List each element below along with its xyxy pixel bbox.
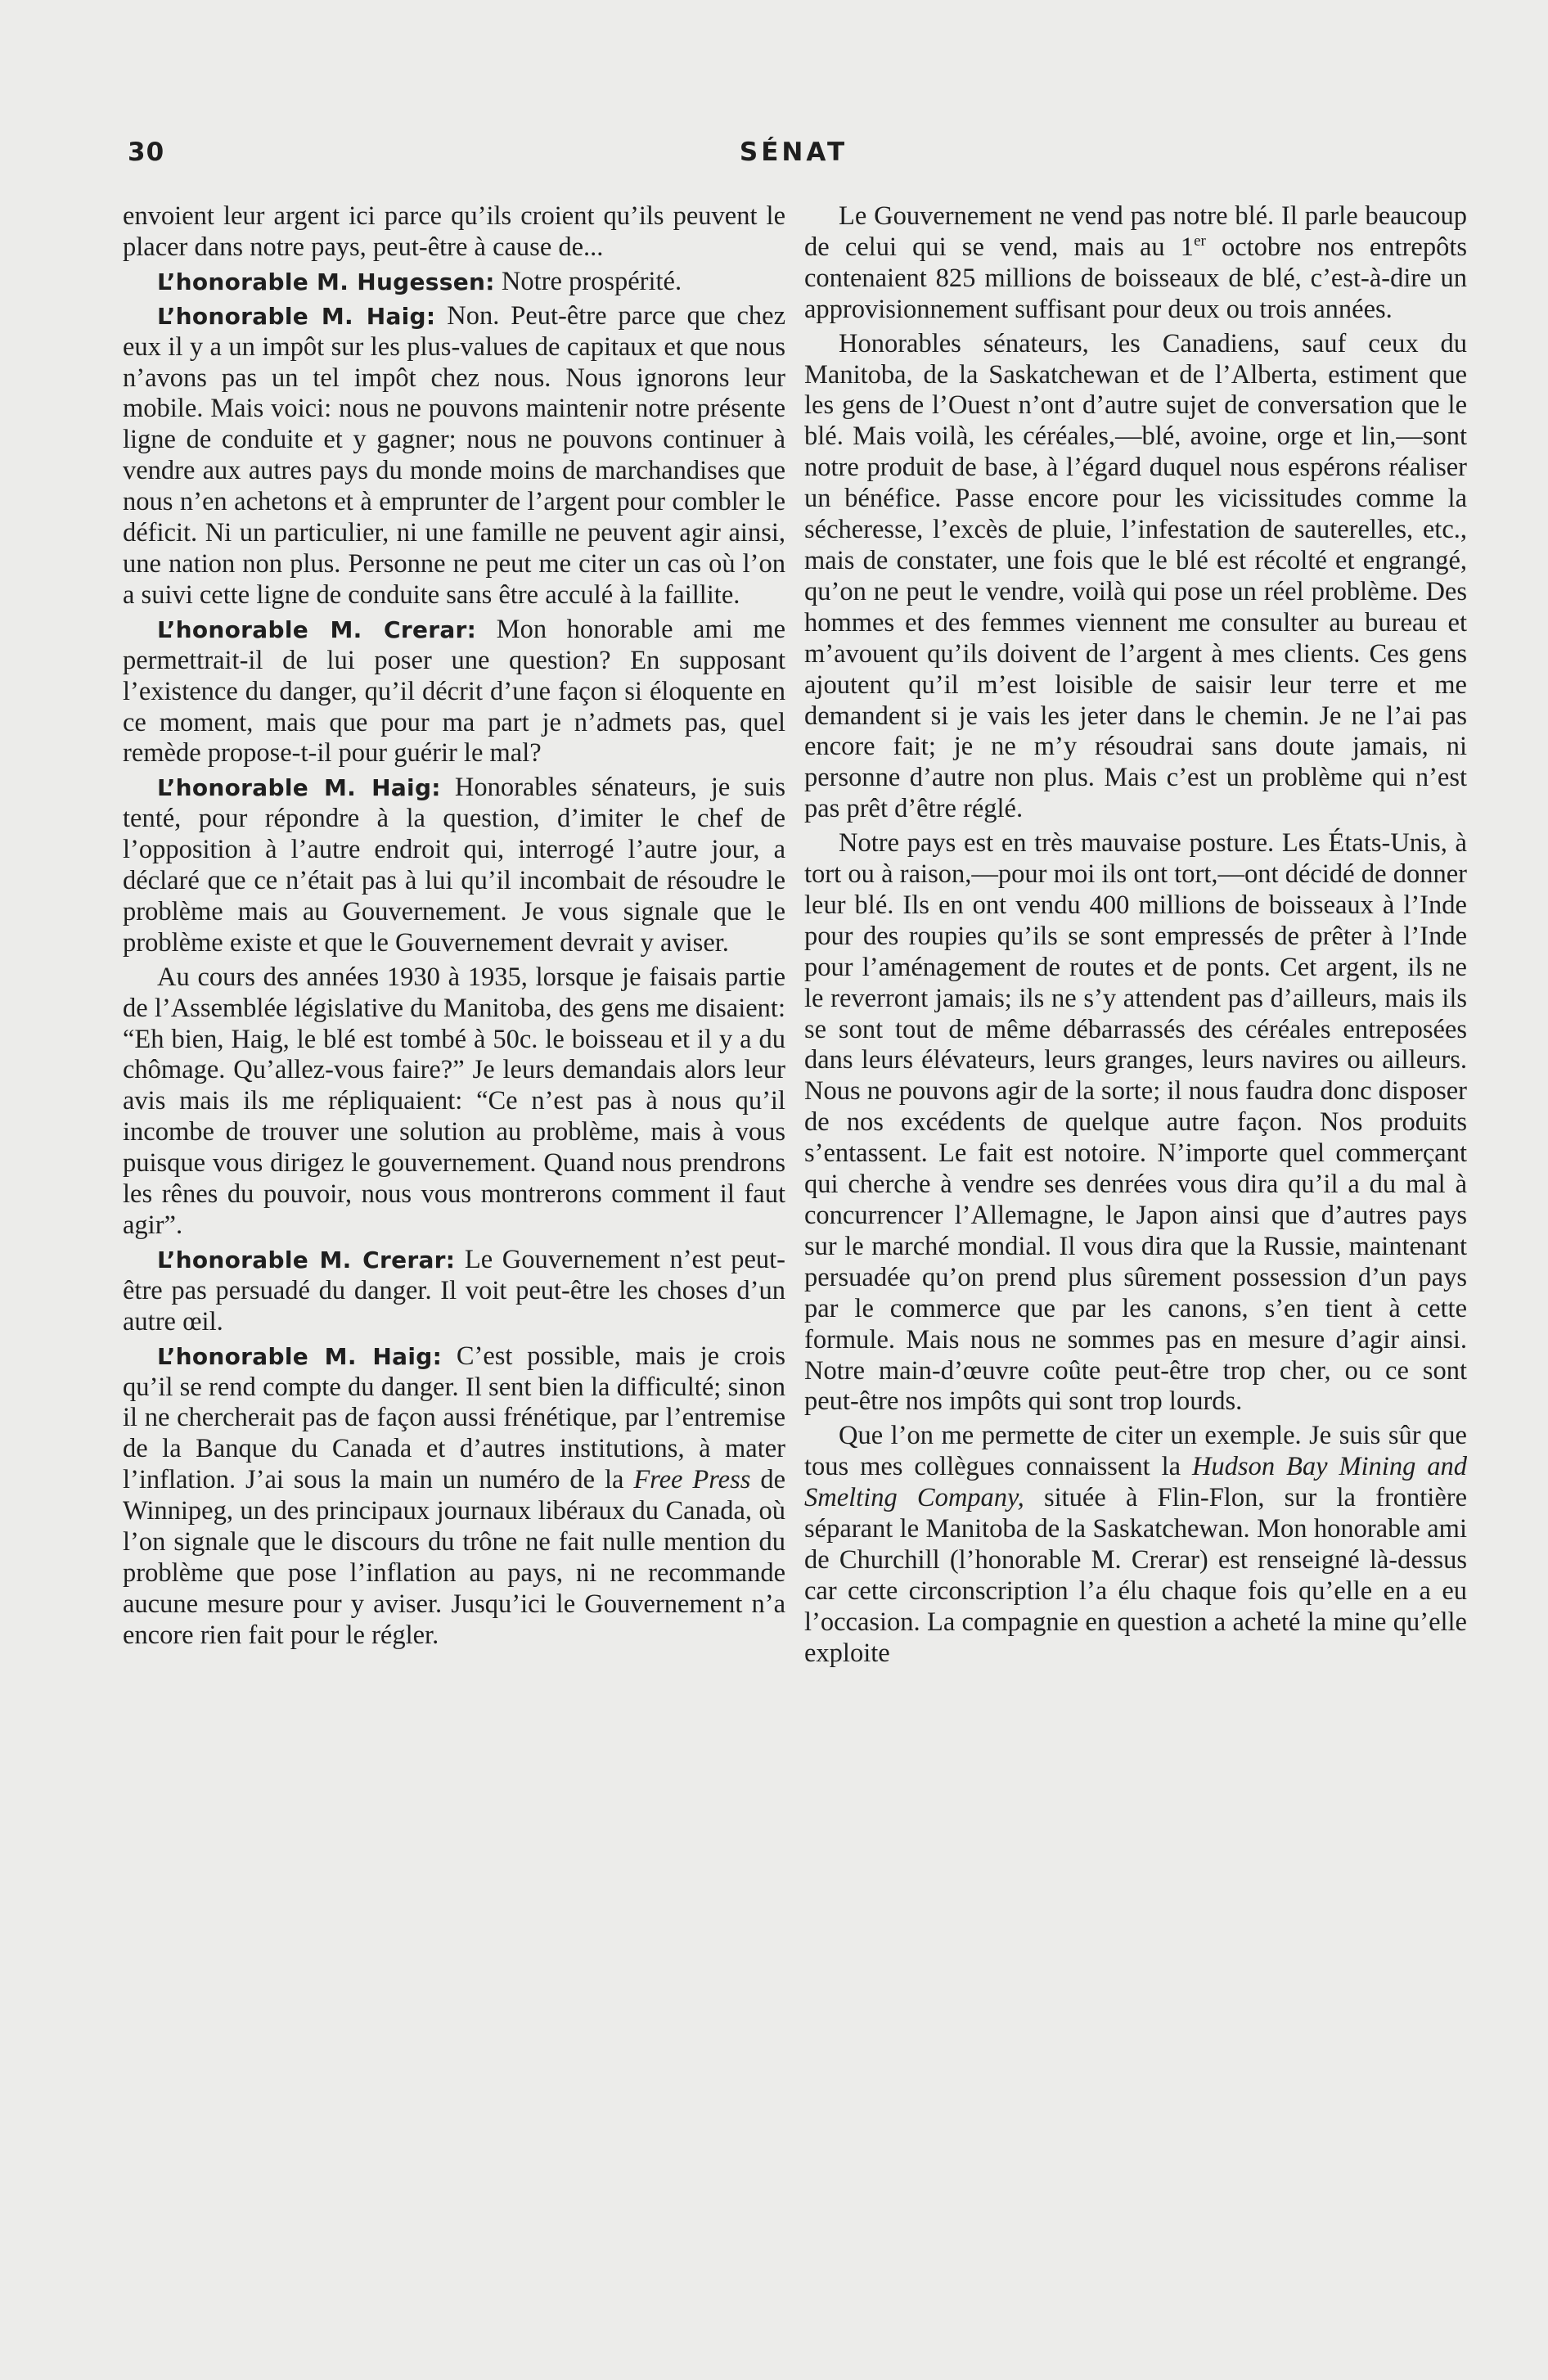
page-header xyxy=(123,137,1465,177)
speaker-name: L’honorable M. Haig: xyxy=(157,302,436,330)
speech-text: Notre prospérité. xyxy=(494,266,682,296)
speech-text: Le Gouvernement n’est peut-être pas persuadé du danger. Il voit peut-être les choses d’un autre œil. xyxy=(123,1244,785,1336)
speech-text: Mon honorable ami me permettrait-il de lui poser une question? En supposant l’existence du danger, qu’il décrit d’une façon si éloquente en ce moment, mais que pour ma part je n’admets pas, quel remède propose-t-il pour guérir le mal? xyxy=(123,614,785,769)
paragraph xyxy=(123,615,785,770)
paragraph: Notre pays est en très mauvaise posture. Les États-Unis, à tort ou à raison,—pour moi ils ont tort,—ont décidé de donner leur blé. Ils en ont vendu 400 millions de boisseaux à l’Inde pour des roupies qu’ils se sont empressés de prêter à l’Inde pour l’aménagement de routes et de ponts. Cet argent, ils ne le reverront jamais; ils ne s’y attendent pas d’ailleurs, mais ils se sont tout de même débarrassés des céréales entreposées dans leurs élévateurs, leurs granges, leurs navires ou ailleurs. Nous ne pouvons agir de la sorte; il nous faudra donc disposer de nos excédents de quelque autre façon. Nos produits s’entassent. Le fait est notoire. N’importe quel commerçant qui cherche à vendre ses denrées vous dira qu’il a du mal à concurrencer l’Allemagne, le Japon ainsi que d’autres pays sur le marché mondial. Il vous dira que la Russie, maintenant persuadée qu’on prend plus sûrement possession d’un pays par le commerce que par les canons, s’en tient à cette formule. Mais nous ne sommes pas en mesure d’agir ainsi. Notre main-d’œuvre coûte peut-être trop cher, ou ce sont peut-être nos impôts qui sont trop lourds. xyxy=(804,828,1467,1417)
paragraph xyxy=(123,267,785,298)
speech-text: C’est possible, mais je crois qu’il se rend compte du danger. Il sent bien la difficulté; sinon il ne chercherait pas de façon aussi frénétique, par l’entremise de la Banque du Canada et d’autres institutions, à mater l’inflation. J’ai sous la main un numéro de la xyxy=(123,1341,786,1495)
paragraph: Honorables sénateurs, les Canadiens, sauf ceux du Manitoba, de la Saskatchewan et de l’Alberta, estiment que les gens de l’Ouest n’ont d’autre sujet de conversation que le blé. Mais voilà, les céréales,—blé, avoine, orge et lin,—sont notre produit de base, à l’égard duquel nous espérons réaliser un bénéfice. Passe encore pour les vicissitudes comme la sécheresse, l’excès de pluie, l’infestation de sauterelles, etc., mais de constater, une fois que le blé est récolté et engrangé, qu’on ne peut le vendre, voilà qui pose un réel problème. Des hommes et des femmes viennent me consulter au bureau et m’avouent qu’ils doivent de l’argent à mes clients. Ces gens ajoutent qu’il m’est loisible de saisir leur terre et me demandent si je vais les jeter dans le chemin. Je ne l’ai pas encore fait; je ne m’y résoudrai sans doute jamais, ni personne d’autre non plus. Mais c’est un problème qui n’est pas prêt d’être réglé. xyxy=(804,328,1467,824)
speaker-name: L’honorable M. Haig: xyxy=(157,774,441,802)
running-title: SÉNAT xyxy=(739,137,848,167)
paragraph xyxy=(123,301,785,611)
ordinal-superscript: er xyxy=(1194,232,1206,250)
paragraph: envoient leur argent ici parce qu’ils croient qu’ils peuvent le placer dans notre pays, peut-être à cause de... xyxy=(123,201,785,262)
speaker-name: L’honorable M. Crerar: xyxy=(157,1246,456,1273)
paragraph xyxy=(123,773,785,958)
speech-text: Non. Peut-être parce que chez eux il y a un impôt sur les plus-values de capitaux et que nous n’avons pas un tel impôt chez nous. Nous ignorons leur mobile. Mais voici: nous ne pouvons maintenir notre présente ligne de conduite et y gagner; nous ne pouvons continuer à vendre aux autres pays du monde moins de marchandises que nous n’en achetons et à emprunter de l’argent pour combler le déficit. Ni un particulier, ni une famille ne peuvent agir ainsi, une nation non plus. Personne ne peut me citer un cas où l’on a suivi cette ligne de conduite sans être acculé à la faillite. xyxy=(123,300,785,610)
paragraph xyxy=(804,1421,1467,1669)
paragraph-text: située à Flin-Flon, sur la frontière séparant le Manitoba de la Saskatchewan. Mon honorable ami de Churchill (l’honorable M. Crerar) est renseigné là-dessus car cette circonscription l’a élu chaque fois qu’elle en a eu l’occasion. La compagnie en question a acheté la mine qu’elle exploite xyxy=(804,1483,1467,1668)
paragraph-text: Que l’on me permette de citer un exemple. Je suis sûr que tous mes collègues connaissent la xyxy=(804,1421,1467,1482)
paragraph-text: octobre nos entrepôts contenaient 825 millions de boisseaux de blé, c’est-à-dire un approvisionnement suffisant pour deux ou trois années. xyxy=(804,232,1467,324)
speaker-name: L’honorable M. Haig: xyxy=(157,1342,443,1370)
speech-text: Honorables sénateurs, je suis tenté, pour répondre à la question, d’imiter le chef de l’opposition à l’autre endroit qui, interrogé l’autre jour, a déclaré que ce n’était pas à lui qu’il incombait de résoudre le problème mais au Gouvernement. Je vous signale que le problème existe et que le Gouvernement devrait y aviser. xyxy=(123,773,785,958)
company-name: Hudson Bay Mining and Smelting Company, xyxy=(804,1452,1467,1513)
speech-text: de Winnipeg, un des principaux journaux libéraux du Canada, où l’on signale que le discours du trône ne fait nulle mention du problème que pose l’inflation au pays, ni ne recommande aucune mesure pour y aviser. Jusqu’ici le Gouvernement n’a encore rien fait pour le régler. xyxy=(123,1465,785,1650)
left-column xyxy=(123,201,785,1655)
paragraph-text: Le Gouvernement ne vend pas notre blé. Il parle beaucoup de celui qui se vend, mais au 1 xyxy=(804,201,1467,262)
page-number: 30 xyxy=(128,137,165,167)
paragraph: Au cours des années 1930 à 1935, lorsque je faisais partie de l’Assemblée législative du Manitoba, des gens me disaient: “Eh bien, Haig, le blé est tombé à 50c. le boisseau et il y a du chômage. Qu’allez-vous faire?” Je leurs demandais alors leur avis mais ils me répliquaient: “Ce n’est pas à nous qu’il incombe de trouver une solution au problème, mais à vous puisque vous dirigez le gouvernement. Quand nous prendrons les rênes du pouvoir, nous vous montrerons comment il faut agir”. xyxy=(123,962,785,1240)
speaker-name: L’honorable M. Crerar: xyxy=(157,615,477,643)
speaker-name: L’honorable M. Hugessen: xyxy=(157,268,495,295)
paragraph xyxy=(123,1245,785,1338)
paragraph xyxy=(804,201,1467,326)
paragraph xyxy=(123,1341,785,1652)
newspaper-title: Free Press xyxy=(633,1465,751,1495)
right-column xyxy=(804,201,1467,1673)
